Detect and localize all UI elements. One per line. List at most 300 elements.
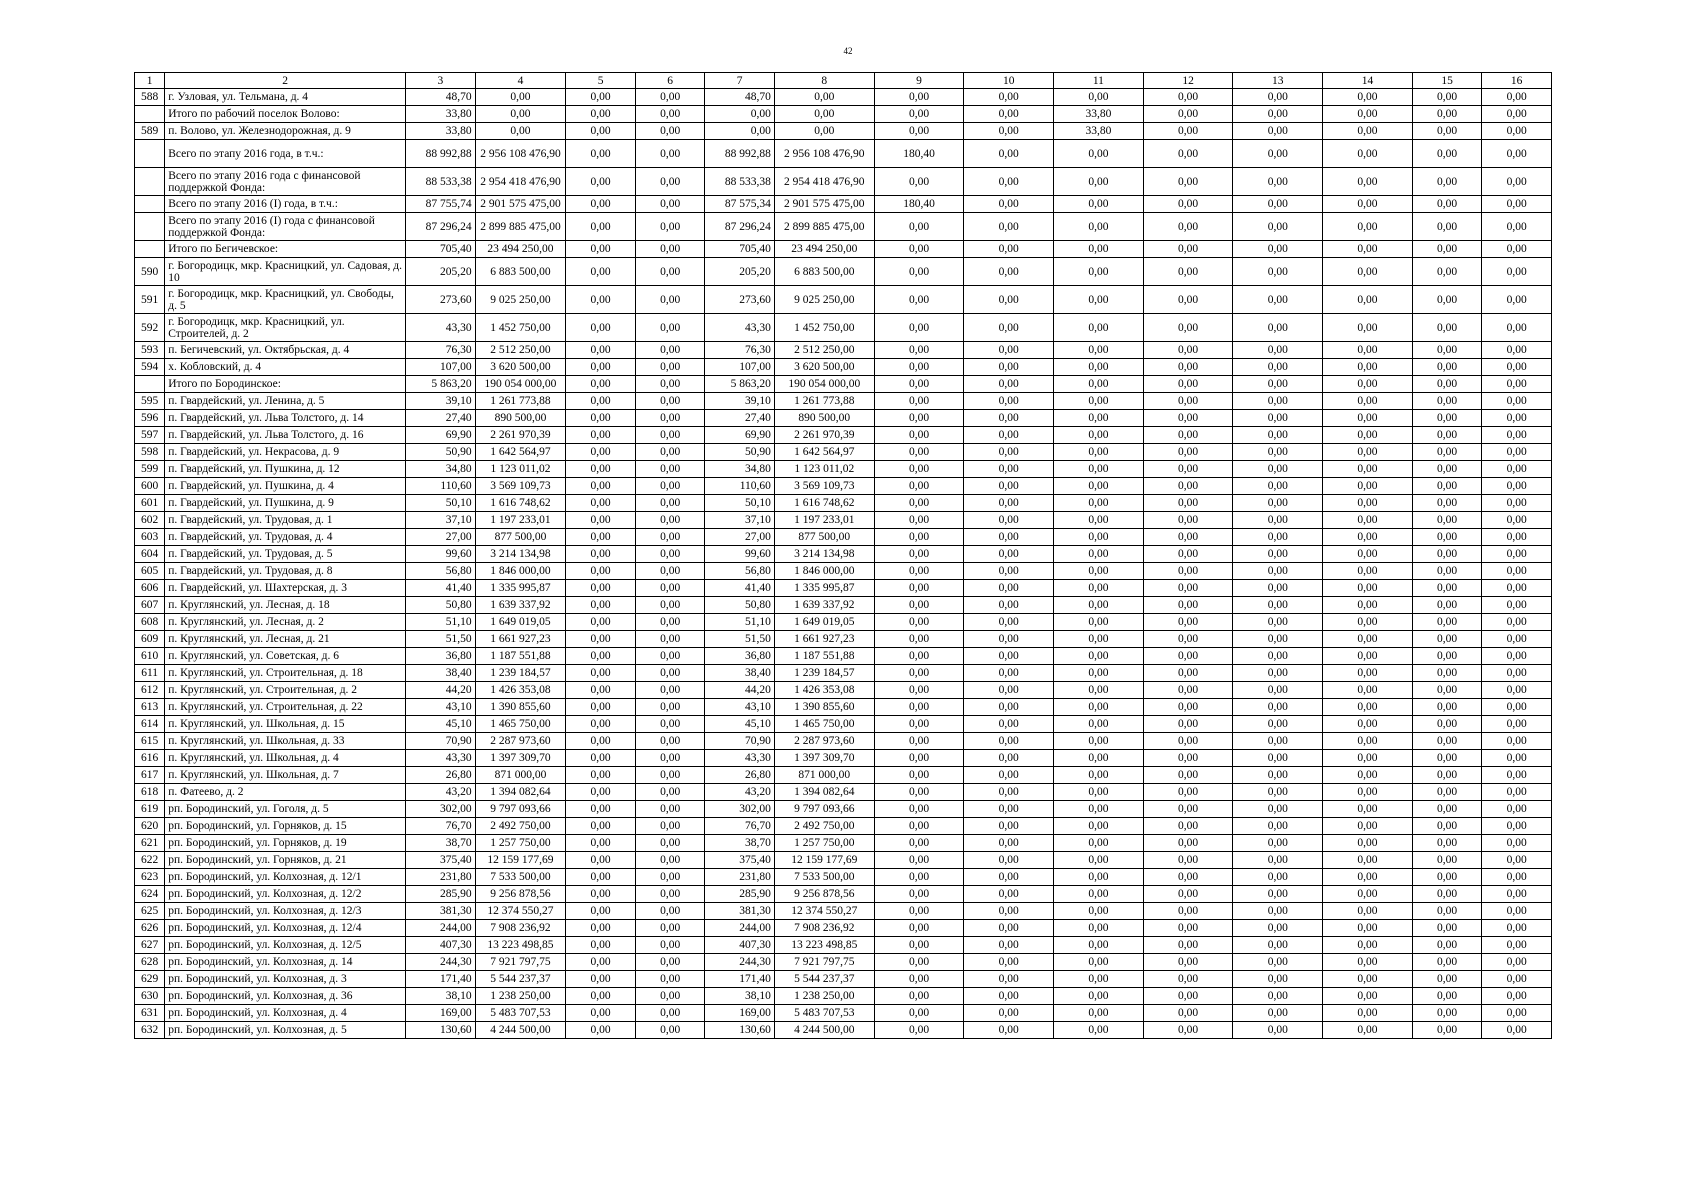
cell-col-5: 0,00: [566, 258, 636, 286]
cell-col-12: 0,00: [1143, 563, 1233, 580]
cell-col-14: 0,00: [1323, 801, 1413, 818]
cell-col-14: 0,00: [1323, 971, 1413, 988]
cell-col-14: 0,00: [1323, 546, 1413, 563]
cell-col-6: 0,00: [635, 954, 705, 971]
table-row: [135, 784, 1552, 801]
cell-col-15: 0,00: [1412, 106, 1482, 123]
cell-col-12: 0,00: [1143, 903, 1233, 920]
table-row: [135, 852, 1552, 869]
cell-col-10: 0,00: [964, 801, 1054, 818]
cell-col-15: 0,00: [1412, 241, 1482, 258]
cell-col-8: 890 500,00: [774, 410, 874, 427]
column-header-7: 7: [705, 73, 775, 89]
cell-col-15: 0,00: [1412, 750, 1482, 767]
table-row: [135, 258, 1552, 286]
cell-col-5: 0,00: [566, 563, 636, 580]
cell-col-10: 0,00: [964, 563, 1054, 580]
row-number: 600: [135, 478, 165, 495]
cell-col-12: 0,00: [1143, 168, 1233, 196]
cell-col-13: 0,00: [1233, 258, 1323, 286]
row-number: 607: [135, 597, 165, 614]
cell-col-15: 0,00: [1412, 614, 1482, 631]
row-address: рп. Бородинский, ул. Колхозная, д. 12/3: [165, 903, 406, 920]
row-number: [135, 213, 165, 241]
cell-col-4: 4 244 500,00: [475, 1022, 566, 1039]
table-row: [135, 648, 1552, 665]
cell-col-5: 0,00: [566, 852, 636, 869]
cell-col-9: 0,00: [874, 903, 964, 920]
row-number: 601: [135, 495, 165, 512]
row-number: 620: [135, 818, 165, 835]
cell-col-5: 0,00: [566, 988, 636, 1005]
cell-col-6: 0,00: [635, 1022, 705, 1039]
cell-col-8: 1 426 353,08: [774, 682, 874, 699]
cell-col-10: 0,00: [964, 648, 1054, 665]
cell-col-7: 39,10: [705, 393, 775, 410]
cell-col-15: 0,00: [1412, 733, 1482, 750]
cell-col-15: 0,00: [1412, 529, 1482, 546]
cell-col-12: 0,00: [1143, 733, 1233, 750]
cell-col-4: 1 390 855,60: [475, 699, 566, 716]
row-number: 599: [135, 461, 165, 478]
cell-col-9: 0,00: [874, 699, 964, 716]
row-number: 611: [135, 665, 165, 682]
cell-col-6: 0,00: [635, 733, 705, 750]
cell-col-13: 0,00: [1233, 314, 1323, 342]
row-number: 597: [135, 427, 165, 444]
cell-col-5: 0,00: [566, 286, 636, 314]
cell-col-3: 33,80: [406, 123, 476, 140]
cell-col-15: 0,00: [1412, 597, 1482, 614]
cell-col-11: 0,00: [1054, 393, 1144, 410]
column-header-11: 11: [1054, 73, 1144, 89]
cell-col-8: 3 620 500,00: [774, 359, 874, 376]
cell-col-16: 0,00: [1482, 314, 1552, 342]
cell-col-3: 36,80: [406, 648, 476, 665]
cell-col-10: 0,00: [964, 478, 1054, 495]
cell-col-14: 0,00: [1323, 699, 1413, 716]
cell-col-3: 87 296,24: [406, 213, 476, 241]
cell-col-3: 302,00: [406, 801, 476, 818]
cell-col-12: 0,00: [1143, 196, 1233, 213]
cell-col-6: 0,00: [635, 512, 705, 529]
cell-col-12: 0,00: [1143, 495, 1233, 512]
table-row: [135, 716, 1552, 733]
cell-col-6: 0,00: [635, 767, 705, 784]
cell-col-11: 0,00: [1054, 258, 1144, 286]
cell-col-7: 130,60: [705, 1022, 775, 1039]
cell-col-11: 0,00: [1054, 954, 1144, 971]
row-address: п. Гвардейский, ул. Льва Толстого, д. 14: [165, 410, 406, 427]
table-row: [135, 286, 1552, 314]
cell-col-6: 0,00: [635, 563, 705, 580]
cell-col-9: 0,00: [874, 682, 964, 699]
row-address: п. Круглянский, ул. Лесная, д. 2: [165, 614, 406, 631]
cell-col-10: 0,00: [964, 631, 1054, 648]
cell-col-10: 0,00: [964, 886, 1054, 903]
row-number: 608: [135, 614, 165, 631]
cell-col-13: 0,00: [1233, 818, 1323, 835]
cell-col-13: 0,00: [1233, 168, 1323, 196]
cell-col-3: 43,30: [406, 750, 476, 767]
row-address: Всего по этапу 2016 (I) года, в т.ч.:: [165, 196, 406, 213]
cell-col-7: 50,10: [705, 495, 775, 512]
table-row: [135, 478, 1552, 495]
cell-col-14: 0,00: [1323, 716, 1413, 733]
cell-col-8: 1 642 564,97: [774, 444, 874, 461]
row-number: 591: [135, 286, 165, 314]
row-number: 616: [135, 750, 165, 767]
cell-col-4: 9 797 093,66: [475, 801, 566, 818]
cell-col-6: 0,00: [635, 168, 705, 196]
column-header-16: 16: [1482, 73, 1552, 89]
cell-col-13: 0,00: [1233, 733, 1323, 750]
column-header-3: 3: [406, 73, 476, 89]
cell-col-4: 6 883 500,00: [475, 258, 566, 286]
cell-col-7: 244,00: [705, 920, 775, 937]
table-row: [135, 869, 1552, 886]
cell-col-7: 43,30: [705, 314, 775, 342]
cell-col-16: 0,00: [1482, 886, 1552, 903]
cell-col-12: 0,00: [1143, 920, 1233, 937]
cell-col-8: 12 159 177,69: [774, 852, 874, 869]
cell-col-8: 6 883 500,00: [774, 258, 874, 286]
cell-col-11: 0,00: [1054, 427, 1144, 444]
cell-col-12: 0,00: [1143, 818, 1233, 835]
cell-col-15: 0,00: [1412, 665, 1482, 682]
cell-col-12: 0,00: [1143, 393, 1233, 410]
row-address: Всего по этапу 2016 года, в т.ч.:: [165, 140, 406, 168]
row-number: 615: [135, 733, 165, 750]
row-address: п. Круглянский, ул. Школьная, д. 33: [165, 733, 406, 750]
cell-col-3: 285,90: [406, 886, 476, 903]
cell-col-10: 0,00: [964, 716, 1054, 733]
cell-col-4: 1 197 233,01: [475, 512, 566, 529]
cell-col-15: 0,00: [1412, 648, 1482, 665]
row-address: п. Гвардейский, ул. Пушкина, д. 9: [165, 495, 406, 512]
cell-col-9: 0,00: [874, 342, 964, 359]
cell-col-3: 39,10: [406, 393, 476, 410]
cell-col-5: 0,00: [566, 971, 636, 988]
row-address: рп. Бородинский, ул. Горняков, д. 15: [165, 818, 406, 835]
row-number: 595: [135, 393, 165, 410]
table-row: [135, 801, 1552, 818]
cell-col-5: 0,00: [566, 1005, 636, 1022]
cell-col-11: 0,00: [1054, 563, 1144, 580]
cell-col-3: 88 533,38: [406, 168, 476, 196]
cell-col-10: 0,00: [964, 835, 1054, 852]
cell-col-9: 0,00: [874, 106, 964, 123]
cell-col-13: 0,00: [1233, 213, 1323, 241]
cell-col-4: 1 238 250,00: [475, 988, 566, 1005]
row-number: 629: [135, 971, 165, 988]
cell-col-12: 0,00: [1143, 512, 1233, 529]
cell-col-12: 0,00: [1143, 971, 1233, 988]
cell-col-11: 33,80: [1054, 123, 1144, 140]
cell-col-5: 0,00: [566, 89, 636, 106]
column-header-9: 9: [874, 73, 964, 89]
cell-col-7: 56,80: [705, 563, 775, 580]
cell-col-4: 7 921 797,75: [475, 954, 566, 971]
cell-col-10: 0,00: [964, 106, 1054, 123]
table-row: [135, 665, 1552, 682]
cell-col-10: 0,00: [964, 580, 1054, 597]
cell-col-16: 0,00: [1482, 784, 1552, 801]
cell-col-11: 33,80: [1054, 106, 1144, 123]
cell-col-4: 1 639 337,92: [475, 597, 566, 614]
table-row: [135, 937, 1552, 954]
cell-col-6: 0,00: [635, 546, 705, 563]
cell-col-15: 0,00: [1412, 512, 1482, 529]
row-address: п. Круглянский, ул. Строительная, д. 18: [165, 665, 406, 682]
cell-col-16: 0,00: [1482, 168, 1552, 196]
cell-col-14: 0,00: [1323, 937, 1413, 954]
table-row: [135, 597, 1552, 614]
table-row: [135, 512, 1552, 529]
cell-col-6: 0,00: [635, 920, 705, 937]
cell-col-9: 0,00: [874, 750, 964, 767]
row-number: 625: [135, 903, 165, 920]
cell-col-10: 0,00: [964, 614, 1054, 631]
cell-col-3: 231,80: [406, 869, 476, 886]
row-number: 617: [135, 767, 165, 784]
cell-col-14: 0,00: [1323, 648, 1413, 665]
cell-col-11: 0,00: [1054, 801, 1144, 818]
cell-col-6: 0,00: [635, 580, 705, 597]
cell-col-8: 2 261 970,39: [774, 427, 874, 444]
row-address: рп. Бородинский, ул. Колхозная, д. 36: [165, 988, 406, 1005]
cell-col-10: 0,00: [964, 784, 1054, 801]
cell-col-3: 88 992,88: [406, 140, 476, 168]
cell-col-16: 0,00: [1482, 903, 1552, 920]
row-address: г. Богородицк, мкр. Красницкий, ул. Свободы, д. 5: [165, 286, 406, 314]
cell-col-15: 0,00: [1412, 427, 1482, 444]
column-header-13: 13: [1233, 73, 1323, 89]
cell-col-4: 1 616 748,62: [475, 495, 566, 512]
cell-col-13: 0,00: [1233, 920, 1323, 937]
cell-col-16: 0,00: [1482, 580, 1552, 597]
cell-col-11: 0,00: [1054, 546, 1144, 563]
cell-col-7: 38,40: [705, 665, 775, 682]
cell-col-7: 88 992,88: [705, 140, 775, 168]
row-number: 612: [135, 682, 165, 699]
cell-col-14: 0,00: [1323, 410, 1413, 427]
cell-col-15: 0,00: [1412, 258, 1482, 286]
cell-col-6: 0,00: [635, 376, 705, 393]
table-row: [135, 767, 1552, 784]
cell-col-11: 0,00: [1054, 903, 1144, 920]
cell-col-15: 0,00: [1412, 495, 1482, 512]
cell-col-11: 0,00: [1054, 241, 1144, 258]
cell-col-10: 0,00: [964, 427, 1054, 444]
cell-col-5: 0,00: [566, 699, 636, 716]
cell-col-9: 0,00: [874, 286, 964, 314]
cell-col-7: 36,80: [705, 648, 775, 665]
cell-col-9: 0,00: [874, 665, 964, 682]
cell-col-9: 0,00: [874, 886, 964, 903]
table-row: [135, 954, 1552, 971]
cell-col-9: 0,00: [874, 1005, 964, 1022]
cell-col-12: 0,00: [1143, 410, 1233, 427]
cell-col-4: 877 500,00: [475, 529, 566, 546]
cell-col-5: 0,00: [566, 784, 636, 801]
cell-col-14: 0,00: [1323, 241, 1413, 258]
cell-col-7: 45,10: [705, 716, 775, 733]
cell-col-12: 0,00: [1143, 954, 1233, 971]
cell-col-8: 23 494 250,00: [774, 241, 874, 258]
cell-col-5: 0,00: [566, 937, 636, 954]
cell-col-14: 0,00: [1323, 213, 1413, 241]
cell-col-12: 0,00: [1143, 478, 1233, 495]
cell-col-9: 0,00: [874, 444, 964, 461]
row-address: п. Круглянский, ул. Школьная, д. 7: [165, 767, 406, 784]
cell-col-4: 3 214 134,98: [475, 546, 566, 563]
cell-col-12: 0,00: [1143, 286, 1233, 314]
row-address: Всего по этапу 2016 (I) года с финансовой поддержкой Фонда:: [165, 213, 406, 241]
cell-col-9: 0,00: [874, 563, 964, 580]
cell-col-10: 0,00: [964, 971, 1054, 988]
cell-col-13: 0,00: [1233, 835, 1323, 852]
table-row: [135, 1005, 1552, 1022]
row-number: 631: [135, 1005, 165, 1022]
cell-col-16: 0,00: [1482, 869, 1552, 886]
cell-col-4: 890 500,00: [475, 410, 566, 427]
cell-col-15: 0,00: [1412, 631, 1482, 648]
cell-col-13: 0,00: [1233, 461, 1323, 478]
cell-col-7: 43,10: [705, 699, 775, 716]
row-address: Итого по Бородинское:: [165, 376, 406, 393]
cell-col-13: 0,00: [1233, 665, 1323, 682]
cell-col-14: 0,00: [1323, 580, 1413, 597]
cell-col-8: 9 025 250,00: [774, 286, 874, 314]
row-number: [135, 106, 165, 123]
cell-col-16: 0,00: [1482, 196, 1552, 213]
row-address: рп. Бородинский, ул. Колхозная, д. 3: [165, 971, 406, 988]
cell-col-15: 0,00: [1412, 410, 1482, 427]
cell-col-10: 0,00: [964, 314, 1054, 342]
row-address: п. Бегичевский, ул. Октябрьская, д. 4: [165, 342, 406, 359]
cell-col-13: 0,00: [1233, 937, 1323, 954]
table-row: [135, 750, 1552, 767]
cell-col-13: 0,00: [1233, 495, 1323, 512]
cell-col-5: 0,00: [566, 954, 636, 971]
row-number: 593: [135, 342, 165, 359]
cell-col-16: 0,00: [1482, 971, 1552, 988]
cell-col-13: 0,00: [1233, 241, 1323, 258]
cell-col-12: 0,00: [1143, 258, 1233, 286]
cell-col-14: 0,00: [1323, 106, 1413, 123]
cell-col-9: 0,00: [874, 767, 964, 784]
cell-col-16: 0,00: [1482, 359, 1552, 376]
cell-col-14: 0,00: [1323, 427, 1413, 444]
cell-col-7: 51,50: [705, 631, 775, 648]
table-row: [135, 580, 1552, 597]
cell-col-6: 0,00: [635, 852, 705, 869]
cell-col-10: 0,00: [964, 512, 1054, 529]
row-number: 618: [135, 784, 165, 801]
cell-col-15: 0,00: [1412, 286, 1482, 314]
cell-col-16: 0,00: [1482, 495, 1552, 512]
cell-col-7: 44,20: [705, 682, 775, 699]
cell-col-13: 0,00: [1233, 852, 1323, 869]
cell-col-10: 0,00: [964, 954, 1054, 971]
cell-col-8: 1 187 551,88: [774, 648, 874, 665]
cell-col-13: 0,00: [1233, 106, 1323, 123]
cell-col-8: 2 899 885 475,00: [774, 213, 874, 241]
cell-col-4: 1 394 082,64: [475, 784, 566, 801]
cell-col-7: 169,00: [705, 1005, 775, 1022]
cell-col-3: 171,40: [406, 971, 476, 988]
cell-col-6: 0,00: [635, 444, 705, 461]
cell-col-12: 0,00: [1143, 614, 1233, 631]
cell-col-12: 0,00: [1143, 461, 1233, 478]
cell-col-3: 44,20: [406, 682, 476, 699]
cell-col-13: 0,00: [1233, 563, 1323, 580]
cell-col-3: 69,90: [406, 427, 476, 444]
cell-col-8: 0,00: [774, 89, 874, 106]
cell-col-6: 0,00: [635, 699, 705, 716]
cell-col-10: 0,00: [964, 920, 1054, 937]
cell-col-5: 0,00: [566, 410, 636, 427]
row-address: п. Гвардейский, ул. Трудовая, д. 8: [165, 563, 406, 580]
cell-col-13: 0,00: [1233, 427, 1323, 444]
cell-col-10: 0,00: [964, 196, 1054, 213]
cell-col-14: 0,00: [1323, 988, 1413, 1005]
table-row: [135, 903, 1552, 920]
table-row: [135, 682, 1552, 699]
row-address: п. Гвардейский, ул. Пушкина, д. 12: [165, 461, 406, 478]
cell-col-3: 99,60: [406, 546, 476, 563]
cell-col-8: 1 639 337,92: [774, 597, 874, 614]
cell-col-15: 0,00: [1412, 1005, 1482, 1022]
cell-col-11: 0,00: [1054, 359, 1144, 376]
cell-col-13: 0,00: [1233, 89, 1323, 106]
cell-col-16: 0,00: [1482, 699, 1552, 716]
row-number: 605: [135, 563, 165, 580]
cell-col-4: 7 908 236,92: [475, 920, 566, 937]
cell-col-7: 171,40: [705, 971, 775, 988]
cell-col-6: 0,00: [635, 359, 705, 376]
cell-col-7: 205,20: [705, 258, 775, 286]
cell-col-7: 76,30: [705, 342, 775, 359]
cell-col-14: 0,00: [1323, 89, 1413, 106]
cell-col-10: 0,00: [964, 546, 1054, 563]
cell-col-9: 0,00: [874, 784, 964, 801]
cell-col-12: 0,00: [1143, 444, 1233, 461]
row-number: [135, 376, 165, 393]
cell-col-11: 0,00: [1054, 971, 1144, 988]
column-header-10: 10: [964, 73, 1054, 89]
cell-col-10: 0,00: [964, 699, 1054, 716]
cell-col-8: 2 287 973,60: [774, 733, 874, 750]
table-row: [135, 733, 1552, 750]
cell-col-3: 273,60: [406, 286, 476, 314]
cell-col-11: 0,00: [1054, 168, 1144, 196]
cell-col-5: 0,00: [566, 140, 636, 168]
cell-col-5: 0,00: [566, 767, 636, 784]
cell-col-16: 0,00: [1482, 954, 1552, 971]
cell-col-15: 0,00: [1412, 716, 1482, 733]
cell-col-15: 0,00: [1412, 314, 1482, 342]
row-address: п. Круглянский, ул. Школьная, д. 4: [165, 750, 406, 767]
cell-col-4: 1 465 750,00: [475, 716, 566, 733]
cell-col-15: 0,00: [1412, 1022, 1482, 1039]
cell-col-9: 0,00: [874, 89, 964, 106]
cell-col-5: 0,00: [566, 444, 636, 461]
cell-col-12: 0,00: [1143, 699, 1233, 716]
cell-col-16: 0,00: [1482, 410, 1552, 427]
cell-col-6: 0,00: [635, 410, 705, 427]
